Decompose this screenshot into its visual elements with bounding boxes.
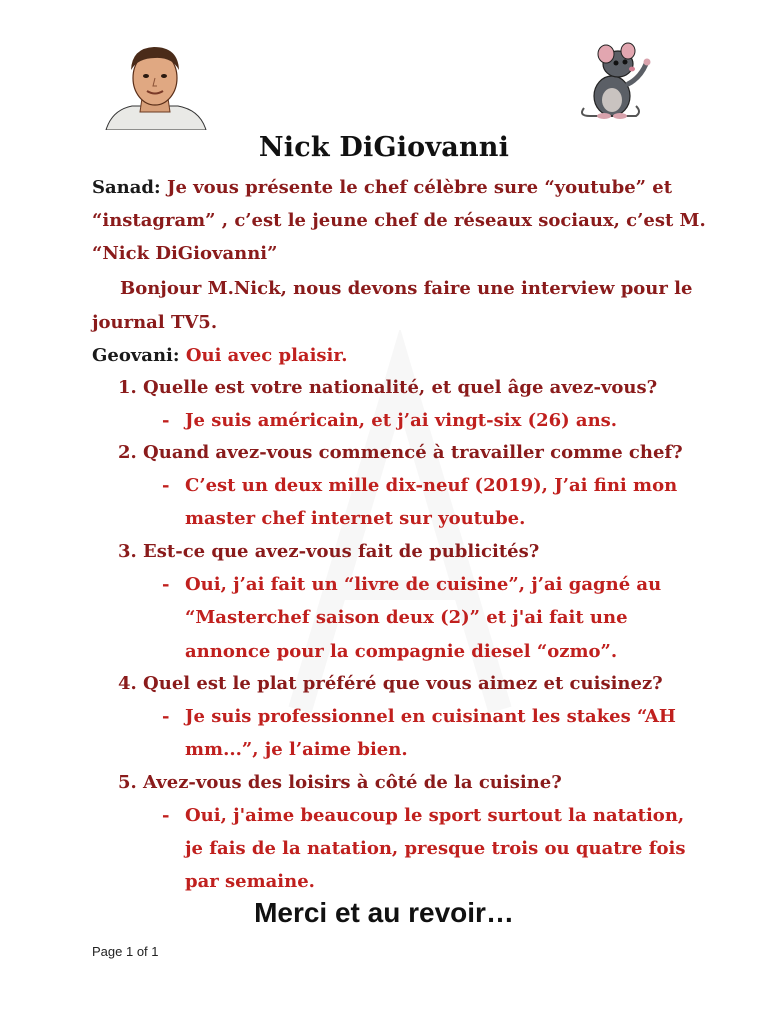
page-number: Page 1 of 1 [92, 944, 159, 959]
answer-bullet: - [162, 410, 170, 431]
speaker-geovani: Geovani: [92, 345, 180, 366]
reply-text: Oui avec plaisir. [185, 345, 348, 366]
reply-line [92, 340, 347, 372]
answer-bullet: - [162, 475, 170, 496]
answer-4-line-1: Je suis professionnel en cuisinant les stakes “AH [185, 706, 676, 727]
answer-5-line-1: Oui, j'aime beaucoup le sport surtout la natation, [185, 805, 685, 826]
answer-5-line-2: je fais de la natation, presque trois ou quatre fois [185, 838, 686, 859]
document-title: Nick DiGiovanni [258, 132, 510, 163]
intro-text-2: “instagram” , c’est le jeune chef de réseaux sociaux, c’est M. [92, 210, 706, 231]
intro-text-1: Je vous présente le chef célèbre sure “youtube” et [166, 177, 673, 198]
answer-4-line-2: mm...”, je l’aime bien. [185, 739, 408, 760]
question-3: 3. Est-ce que avez-vous fait de publicités? [118, 541, 540, 562]
speaker-sanad: Sanad: [92, 177, 161, 198]
answer-3-line-1: Oui, j’ai fait un “livre de cuisine”, j’ai gagné au [185, 574, 662, 595]
chef-portrait-image [102, 40, 208, 130]
question-1: 1. Quelle est votre nationalité, et quel âge avez-vous? [118, 377, 658, 398]
answer-bullet: - [162, 805, 170, 826]
greeting-text-1: Bonjour M.Nick, nous devons faire une interview pour le [120, 278, 693, 299]
answer-2-line-1: C’est un deux mille dix-neuf (2019), J’ai fini mon [185, 475, 678, 496]
closing-text: Merci et au revoir… [254, 897, 514, 928]
answer-2-line-2: master chef internet sur youtube. [185, 508, 526, 529]
rat-chef-image [576, 42, 662, 120]
answer-3-line-3: annonce pour la compagnie diesel “ozmo”. [185, 641, 618, 662]
question-4: 4. Quel est le plat préféré que vous aimez et cuisinez? [118, 673, 663, 694]
question-2: 2. Quand avez-vous commencé à travailler comme chef? [118, 442, 683, 463]
intro-line-1 [92, 172, 672, 204]
greeting-text-2: journal TV5. [92, 312, 218, 333]
answer-bullet: - [162, 706, 170, 727]
answer-1-line-1: Je suis américain, et j’ai vingt-six (26) ans. [185, 410, 618, 431]
answer-3-line-2: “Masterchef saison deux (2)” et j'ai fait une [185, 607, 628, 628]
answer-bullet: - [162, 574, 170, 595]
intro-text-3: “Nick DiGiovanni” [92, 243, 278, 264]
question-5: 5. Avez-vous des loisirs à côté de la cuisine? [118, 772, 562, 793]
answer-5-line-3: par semaine. [185, 871, 315, 892]
